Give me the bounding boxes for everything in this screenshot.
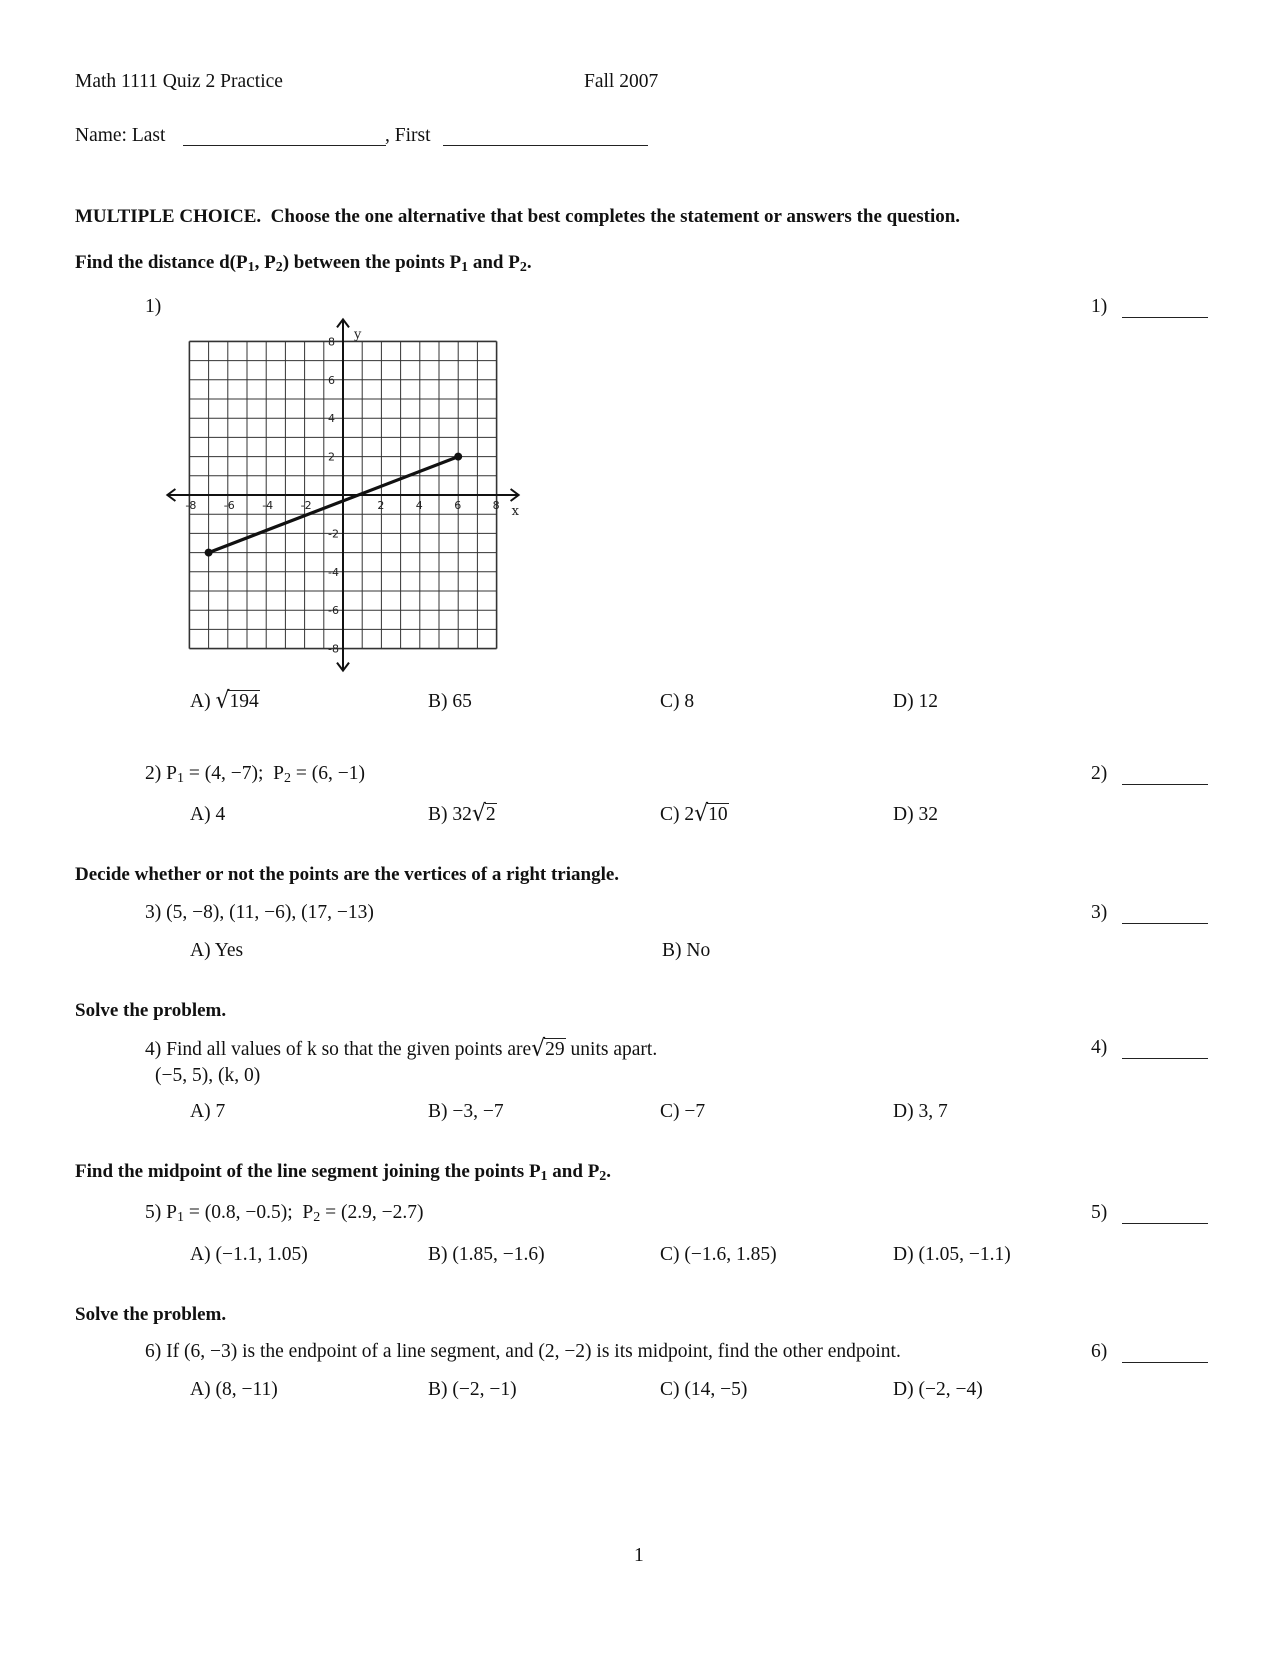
y-axis-label: y: [354, 327, 362, 343]
answer-3-blank[interactable]: [1122, 923, 1208, 924]
y-tick-label: 8: [328, 335, 335, 349]
course-title: Math 1111 Quiz 2 Practice: [75, 71, 283, 92]
segment-endpoint-p2: [454, 453, 462, 461]
q1-choice-c[interactable]: C) 8: [660, 691, 695, 712]
q3-choice-b[interactable]: B) No: [662, 940, 711, 961]
sqrt-symbol: √: [694, 800, 709, 827]
section-midpoint-heading: Find the midpoint of the line segment joining the points $P_1$ and $P_2$.: [75, 1161, 612, 1184]
term: Fall 2007: [584, 71, 659, 92]
q2-choice-c[interactable]: C) 2√10: [660, 800, 728, 827]
answer-1-blank[interactable]: [1122, 317, 1208, 318]
x-tick-label: 4: [415, 499, 423, 512]
instructions: [75, 207, 960, 226]
question-4-points: (−5, 5), (k, 0): [155, 1065, 261, 1086]
instructions-type: MULTIPLE CHOICE.: [75, 206, 262, 227]
graph-tick-labels: [185, 327, 519, 655]
y-tick-label: -6: [328, 604, 339, 618]
q2-choice-b[interactable]: B) 32√2: [428, 800, 496, 827]
section-solve-heading-1: Solve the problem.: [75, 1000, 227, 1021]
answer-2-blank[interactable]: [1122, 784, 1208, 785]
q5-choice-c[interactable]: C) (−1.6, 1.85): [660, 1244, 777, 1265]
q2-choice-a[interactable]: A) 4: [190, 804, 226, 825]
last-name-field[interactable]: [183, 145, 386, 146]
question-5: 5) $P_1 = (0.8$, −0.5); $P_2 = (2.9$, −2.7): [145, 1202, 424, 1225]
question-6: 6) If (6, −3) is the endpoint of a line segment, and (2, −2) is its midpoint, find the other endpoint.: [145, 1341, 901, 1362]
segment-endpoint-p1: [205, 549, 213, 557]
question-1-number: 1): [145, 296, 162, 317]
x-tick-label: 2: [377, 499, 385, 512]
q3-choice-a[interactable]: A) Yes: [190, 940, 244, 961]
y-tick-label: 4: [328, 412, 335, 426]
x-tick-label: 8: [492, 499, 500, 512]
graph-segment: [205, 450, 463, 557]
answer-5-label: 5): [1091, 1202, 1108, 1223]
section-solve-heading-2: Solve the problem.: [75, 1304, 227, 1325]
q4-choice-c[interactable]: C) −7: [660, 1101, 706, 1122]
x-tick-label: -2: [300, 499, 312, 512]
question-4: 4) Find all values of k so that the given points are√29 units apart.: [145, 1035, 658, 1062]
name-last-label: Name: Last: [75, 125, 166, 146]
y-tick-label: 6: [328, 373, 335, 387]
answer-4-label: 4): [1091, 1037, 1108, 1058]
q2-choice-d[interactable]: D) 32: [893, 804, 938, 825]
answer-3-label: 3): [1091, 902, 1108, 923]
x-axis-label: x: [511, 504, 519, 519]
answer-4-blank[interactable]: [1122, 1058, 1208, 1059]
answer-6-label: 6): [1091, 1341, 1108, 1362]
q4-choice-a[interactable]: A) 7: [190, 1101, 226, 1122]
coordinate-graph: [160, 314, 540, 676]
sqrt-symbol: √: [471, 800, 486, 827]
q5-choice-a[interactable]: A) (−1.1, 1.05): [190, 1244, 308, 1265]
answer-1-label: 1): [1091, 296, 1108, 317]
answer-2-label: 2): [1091, 763, 1108, 784]
q1-choice-a[interactable]: A) √194: [190, 687, 259, 714]
y-tick-label: -4: [328, 565, 339, 579]
x-tick-label: 6: [454, 499, 462, 512]
q1-choice-d[interactable]: D) 12: [893, 691, 938, 712]
q4-choice-b[interactable]: B) −3, −7: [428, 1101, 504, 1122]
question-3: 3) (5, −8), (11, −6), (17, −13): [145, 902, 374, 923]
x-tick-label: -8: [185, 499, 197, 512]
q5-choice-d[interactable]: D) (1.05, −1.1): [893, 1244, 1011, 1265]
q6-choice-d[interactable]: D) (−2, −4): [893, 1379, 983, 1400]
section-distance-heading: Find the distance $d(P_1$, $P_2$) between the points $P_1$ and $P_2$.: [75, 252, 532, 275]
q5-choice-b[interactable]: B) (1.85, −1.6): [428, 1244, 545, 1265]
name-first-label: , First: [385, 125, 431, 146]
q6-choice-a[interactable]: A) (8, −11): [190, 1379, 278, 1400]
first-name-field[interactable]: [443, 145, 648, 146]
answer-5-blank[interactable]: [1122, 1223, 1208, 1224]
question-2: 2) $P_1 = (4$, −7); $P_2 = (6$, −1): [145, 763, 365, 786]
instructions-text: Choose the one alternative that best completes the statement or answers the question.: [270, 206, 961, 227]
answer-6-blank[interactable]: [1122, 1362, 1208, 1363]
q6-choice-b[interactable]: B) (−2, −1): [428, 1379, 517, 1400]
y-tick-label: -8: [328, 642, 339, 656]
y-tick-label: -2: [328, 527, 339, 541]
x-tick-label: -4: [262, 499, 274, 512]
x-tick-label: -6: [223, 499, 235, 512]
page-number: 1: [634, 1545, 644, 1566]
section-right-triangle-heading: Decide whether or not the points are the vertices of a right triangle.: [75, 864, 620, 885]
sqrt-symbol: √: [215, 687, 230, 714]
y-tick-label: 2: [328, 450, 335, 464]
q6-choice-c[interactable]: C) (14, −5): [660, 1379, 748, 1400]
q4-choice-d[interactable]: D) 3, 7: [893, 1101, 948, 1122]
q1-choice-b[interactable]: B) 65: [428, 691, 472, 712]
graph-axes: [167, 319, 518, 670]
sqrt-symbol: √: [531, 1035, 546, 1062]
